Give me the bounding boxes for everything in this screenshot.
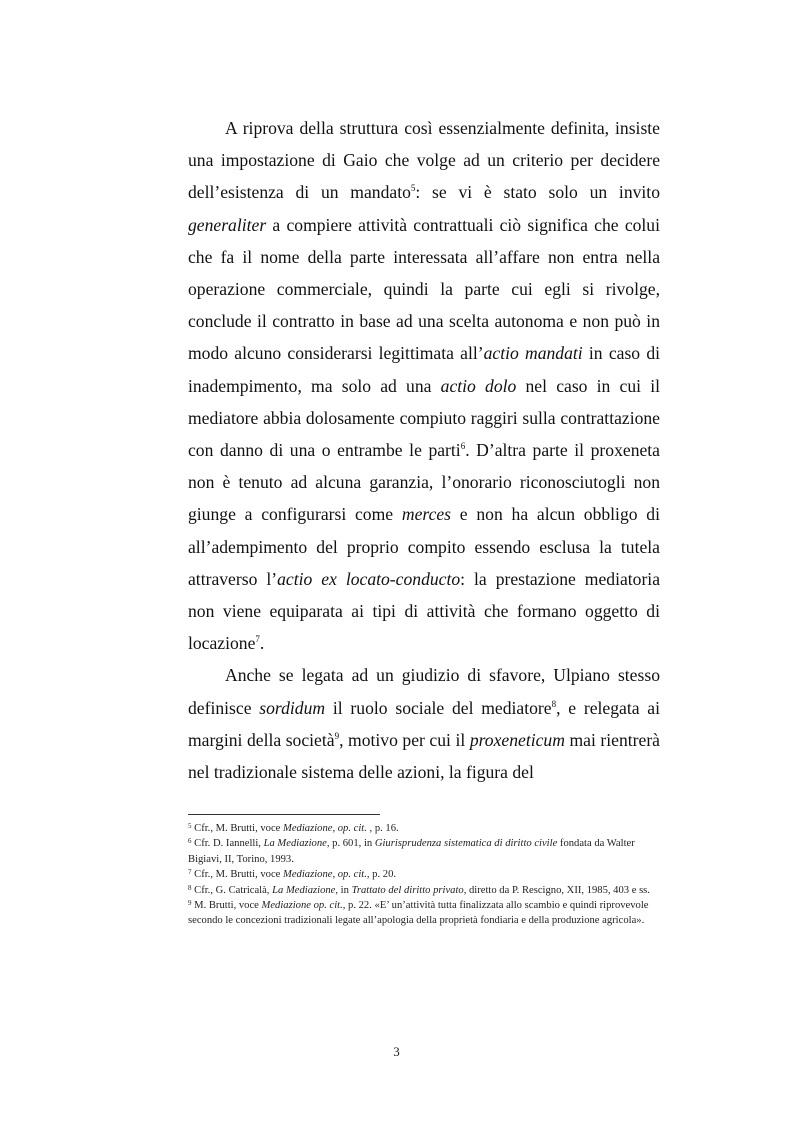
text-run: e non ha alcun obbligo di all’adempimento del proprio compito essendo esclusa la tutela attraverso l’ — [188, 504, 660, 589]
footnote-title: Mediazione op. cit. — [261, 900, 343, 912]
footnote-text: M. Brutti, voce — [191, 900, 262, 912]
footnote-text: Cfr., M. Brutti, voce — [191, 869, 284, 881]
footnote-text: , p. 601, in — [326, 838, 375, 850]
latin-term: actio dolo — [440, 375, 517, 396]
footnote-title: Mediazione, op. cit. — [283, 869, 367, 881]
main-text — [188, 112, 660, 788]
text-run: mai rientrerà nel tradizionale sistema delle azioni, la figura del — [188, 729, 660, 783]
text-run: in caso di inadempimento, ma solo ad una — [188, 343, 661, 396]
footnote-ref-5[interactable]: 5 — [410, 183, 416, 194]
paragraph-1 — [188, 112, 660, 659]
footnote-5 — [188, 821, 660, 836]
footnote-ref-7[interactable]: 7 — [255, 634, 260, 645]
footnote-text: , diretto da P. Rescigno, XII, 1985, 403 e ss. — [463, 884, 650, 896]
footnote-6 — [188, 836, 660, 867]
text-run: . D’altra parte il proxeneta non è tenuto ad alcuna garanzia, l’onorario riconosciutogli non giunge a configurarsi come — [188, 440, 660, 525]
footnote-text: Cfr. D. Iannelli, — [191, 838, 264, 850]
latin-term: merces — [401, 504, 452, 525]
footnote-title: La Mediazione — [263, 838, 327, 850]
footnote-9 — [188, 898, 660, 929]
footnote-separator — [188, 814, 380, 815]
footnote-ref-9[interactable]: 9 — [334, 730, 340, 741]
text-run: , e relegata ai margini della società — [188, 697, 660, 750]
text-run: : la prestazione mediatoria non viene equiparata ai tipi di attività che formano oggetto di locazione — [188, 568, 661, 654]
text-run: a compiere attività contrattuali ciò significa che colui che fa il nome della parte interessata all’affare non entra nella operazione commerciale, quindi la parte cui egli si rivolge, conclude il contratto in base ad una scelta autonoma e non può in modo alcuno considerarsi legittimata all’ — [188, 214, 660, 364]
footnote-number: 7 — [188, 868, 192, 877]
text-run: il ruolo sociale del mediatore — [325, 697, 552, 718]
latin-term: proxeneticum — [469, 729, 565, 750]
footnote-number: 6 — [188, 837, 192, 846]
footnote-text: , p. 20. — [366, 869, 397, 881]
text-run: nel caso in cui il mediatore abbia dolosamente compiuto raggiri sulla contrattazione con danno di una o entrambe le parti — [188, 375, 660, 461]
footnotes-list — [188, 821, 660, 929]
footnote-number: 9 — [188, 899, 192, 908]
footnote-ref-6[interactable]: 6 — [460, 441, 466, 452]
footnote-text: , in — [335, 884, 352, 896]
footnote-7 — [188, 867, 660, 882]
footnote-text: Cfr., M. Brutti, voce — [191, 823, 284, 834]
footnote-text: , p. 16. — [366, 823, 399, 834]
footnote-title: Mediazione, op. cit. — [283, 823, 367, 834]
footnote-text: Cfr., G. Catricalà, — [191, 884, 273, 896]
footnote-text: , p. 22. «E’ un’attività tutta finalizzata allo scambio e quindi riprovevole secondo le concezioni tradizionali legate all’apologia della proprietà fondiaria e della produzione agricola». — [188, 900, 649, 927]
footnote-text: fondata da Walter Bigiavi, II, Torino, 1993. — [188, 838, 635, 865]
footnote-number: 8 — [188, 883, 192, 892]
footnote-ref-8[interactable]: 8 — [551, 698, 557, 709]
footnote-number: 5 — [188, 822, 192, 830]
latin-term: actio mandati — [483, 343, 583, 364]
footnote-8 — [188, 883, 660, 898]
latin-term: actio ex locato-conducto — [277, 568, 461, 589]
page-number: 3 — [393, 1044, 400, 1059]
text-run: A riprova della struttura così essenzialmente definita, insiste una impostazione di Gaio che volge ad un criterio per decidere dell’esistenza di un mandato — [188, 118, 660, 203]
text-run: , motivo per cui il — [339, 729, 470, 750]
text-run: : se vi è stato solo un invito — [415, 182, 660, 203]
footnote-title: La Mediazione — [272, 884, 336, 896]
latin-term: generaliter — [188, 214, 267, 235]
latin-term: sordidum — [259, 697, 326, 718]
text-run: Anche se legata ad un giudizio di sfavore, Ulpiano stesso definisce — [188, 665, 660, 718]
footnote-title: Trattato del diritto privato — [351, 884, 464, 896]
paragraph-2 — [188, 659, 660, 788]
text-run: . — [259, 633, 265, 654]
footnote-title: Giurisprudenza sistematica di diritto civile — [374, 838, 558, 850]
